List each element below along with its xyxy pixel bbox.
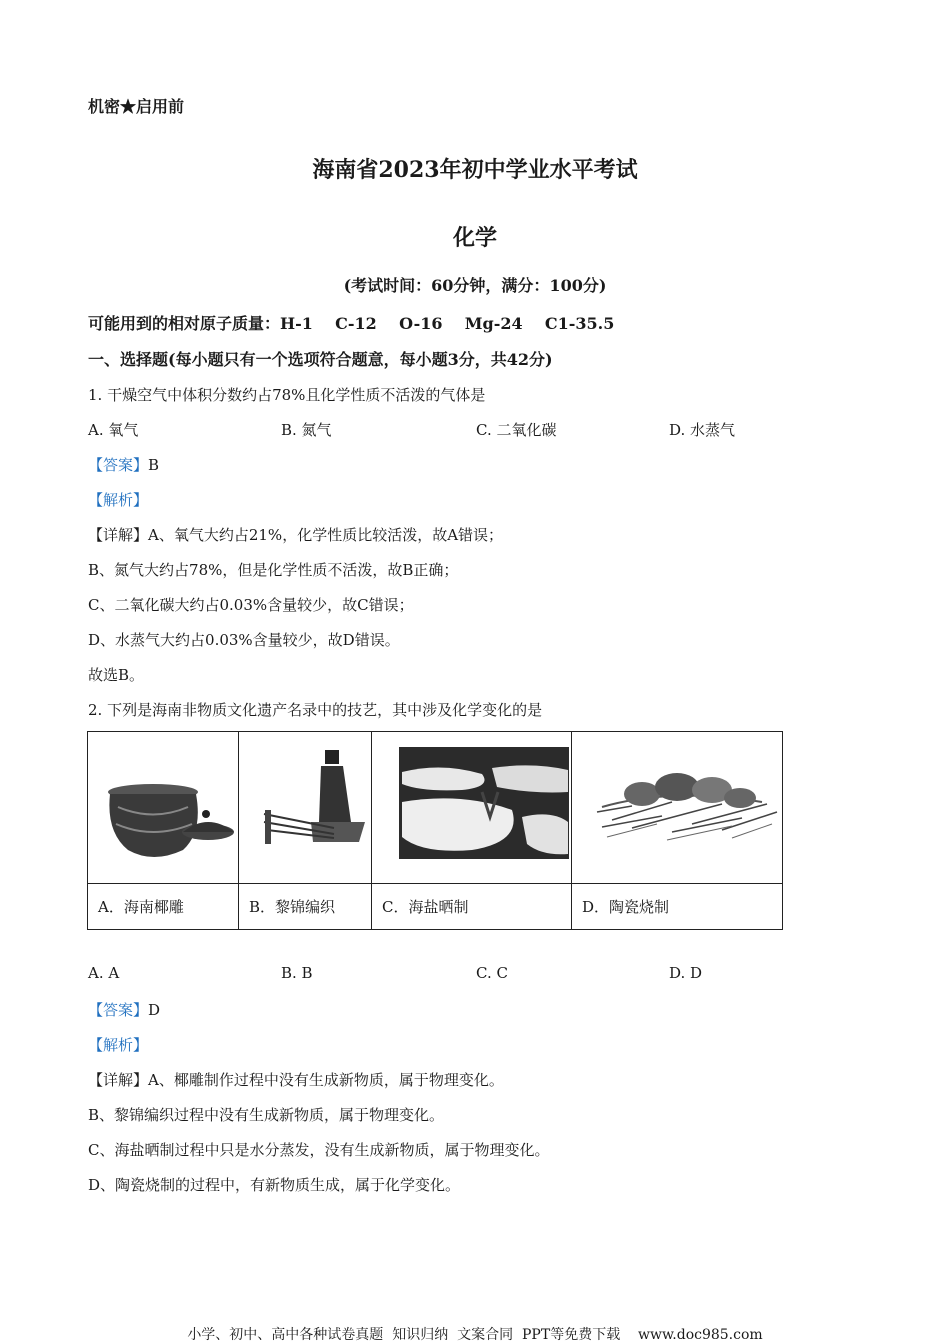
subject-title: 化学 [452,225,497,251]
q1-detail-line-4: D、水蒸气大约占0.03%含量较少，故D错误。 [88,631,400,649]
atomic-mass-line: 可能用到的相对原子质量：H-1 C-12 O-16 Mg-24 C1-35.5 [88,314,615,333]
q1-detail-line-5: 故选B。 [88,666,145,684]
coconut-carving-image [88,732,238,879]
q2-option-c: C. C [476,964,508,982]
q2-caption-a: A．海南椰雕 [88,884,239,930]
q1-detail-line-2: B、氮气大约占78%，但是化学性质不活泼，故B正确； [88,561,459,579]
secret-label: 机密★启用前 [88,97,185,116]
q2-detail-text-1: A、椰雕制作过程中没有生成新物质，属于物理变化。 [148,1071,504,1089]
pottery-firing-image [572,732,782,879]
li-brocade-weaving-image [239,732,371,879]
exam-title: 海南省2023年初中学业水平考试 [312,157,638,183]
q2-image-b [239,732,372,884]
q2-answer-value: D [148,1001,161,1019]
q2-image-d [572,732,783,884]
q2-detail-line-2: B、黎锦编织过程中没有生成新物质，属于物理变化。 [88,1106,445,1124]
q2-detail-label: 【详解】 [88,1071,149,1089]
page-footer: 小学、初中、高中各种试卷真题 知识归纳 文案合同 PPT等免费下载 www.doc985.com [187,1327,763,1343]
q1-option-c: C. 二氧化碳 [476,421,557,439]
q1-option-a: A. 氧气 [88,421,139,439]
q1-detail-line-1 [88,524,503,545]
q2-detail-line-1 [88,1069,504,1090]
q1-analysis-label: 【解析】 [88,491,149,509]
section-heading: 一、选择题(每小题只有一个选项符合题意，每小题3分，共42分) [88,350,553,369]
q2-caption-d: D．陶瓷烧制 [572,884,783,930]
q2-caption-b: B．黎锦编织 [239,884,372,930]
q1-option-d: D. 水蒸气 [669,421,736,439]
q1-option-b: B. 氮气 [281,421,332,439]
q1-detail-text-1: A、氧气大约占21%，化学性质比较活泼，故A错误； [148,526,504,544]
q1-detail-line-3: C、二氧化碳大约占0.03%含量较少，故C错误； [88,596,414,614]
q1-answer [88,454,159,475]
q2-detail-line-4: D、陶瓷烧制的过程中，有新物质生成，属于化学变化。 [88,1176,461,1194]
q2-stem: 2. 下列是海南非物质文化遗产名录中的技艺，其中涉及化学变化的是 [88,701,543,719]
q1-answer-value: B [148,456,160,474]
q2-option-b: B. B [281,964,313,982]
q2-image-c [372,732,572,884]
q2-answer-label: 【答案】 [88,1001,149,1019]
q2-detail-line-3: C、海盐晒制过程中只是水分蒸发，没有生成新物质，属于物理变化。 [88,1141,550,1159]
q1-answer-label: 【答案】 [88,456,149,474]
q2-analysis-label: 【解析】 [88,1036,149,1054]
q1-detail-label: 【详解】 [88,526,149,544]
q2-caption-c: C．海盐晒制 [372,884,572,930]
q1-stem: 1. 干燥空气中体积分数约占78%且化学性质不活泼的气体是 [88,386,486,404]
q2-answer [88,999,160,1020]
q2-option-d: D. D [669,964,703,982]
q2-option-a: A. A [88,964,120,982]
q2-image-table [87,731,783,930]
q2-image-a [88,732,239,884]
sea-salt-drying-image [372,732,571,879]
exam-info: (考试时间：60分钟，满分：100分) [343,276,607,295]
